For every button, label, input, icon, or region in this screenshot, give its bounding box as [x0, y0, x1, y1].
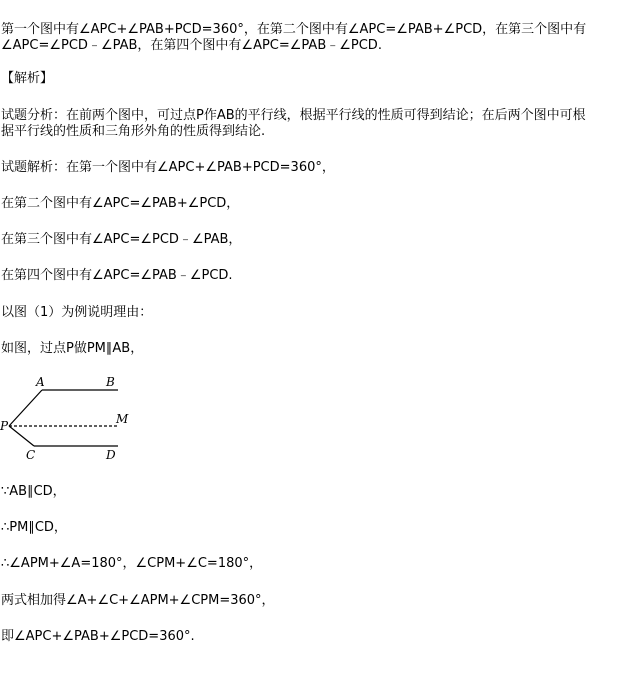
label-p: P [0, 419, 9, 433]
label-m: M [116, 412, 129, 426]
proof-line-3: ∴∠APM+∠A=180°，∠CPM+∠C=180°， [1, 556, 263, 571]
label-a: A [36, 375, 45, 389]
solution-line-1: 试题解析：在第一个图中有∠APC+∠PAB+PCD=360°， [1, 160, 335, 175]
solution-line-4: 在第四个图中有∠APC=∠PAB﹣∠PCD. [1, 268, 233, 283]
label-c: C [26, 448, 36, 462]
proof-line-2: ∴PM∥CD， [1, 520, 67, 535]
reason-intro: 以图（1）为例说明理由： [1, 305, 153, 320]
analysis-heading: 【解析】 [1, 71, 54, 86]
construction-line: 如图，过点P做PM∥AB， [1, 341, 144, 356]
label-b: B [106, 375, 115, 389]
answer-line-1: 第一个图中有∠APC+∠PAB+PCD=360°，在第二个图中有∠APC=∠PAB+∠PCD，在第三个图中有 [1, 22, 587, 37]
geometry-figure [0, 372, 150, 464]
answer-line-2: ∠APC=∠PCD﹣∠PAB，在第四个图中有∠APC=∠PAB﹣∠PCD. [1, 38, 382, 53]
label-d: D [106, 448, 116, 462]
segment-pa [9, 390, 42, 426]
proof-line-5: 即∠APC+∠PAB+∠PCD=360°. [1, 629, 195, 644]
proof-line-4: 两式相加得∠A+∠C+∠APM+∠CPM=360°， [1, 593, 275, 608]
solution-line-3: 在第三个图中有∠APC=∠PCD﹣∠PAB， [1, 232, 242, 247]
solution-line-2: 在第二个图中有∠APC=∠PAB+∠PCD， [1, 196, 240, 211]
analysis-line-1: 试题分析：在前两个图中，可过点P作AB的平行线，根据平行线的性质可得到结论；在后两个图中可根 [1, 108, 586, 123]
segment-pc [9, 426, 34, 446]
analysis-line-2: 据平行线的性质和三角形外角的性质得到结论. [1, 124, 266, 139]
proof-line-1: ∵AB∥CD， [1, 484, 66, 499]
